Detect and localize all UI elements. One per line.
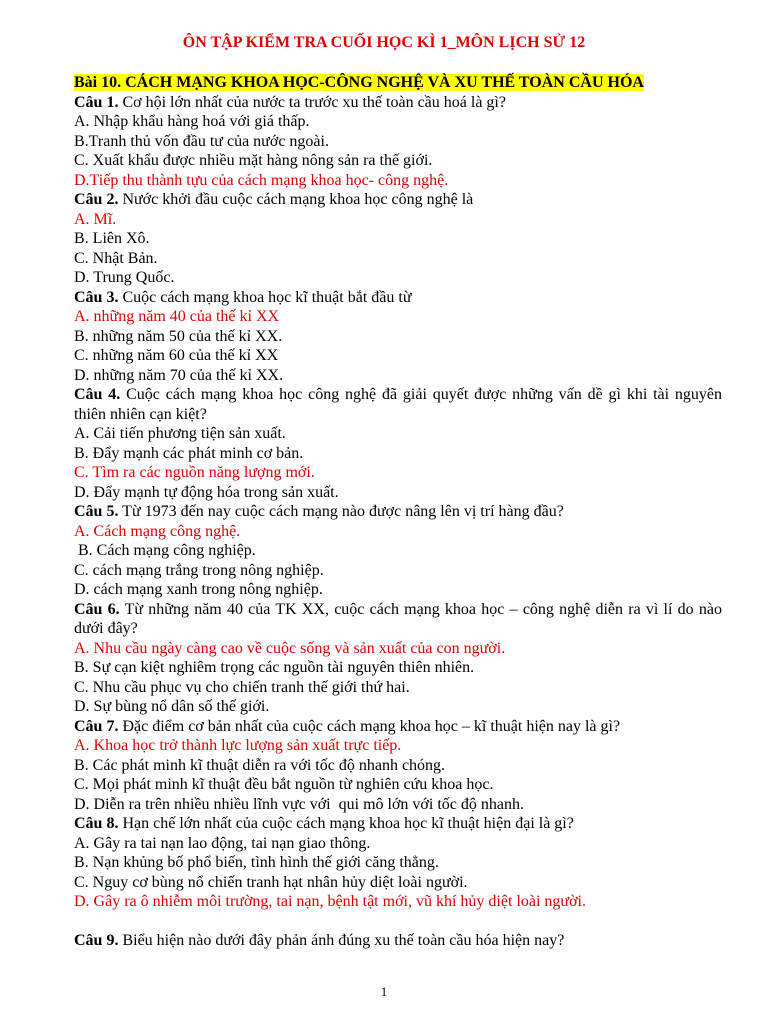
option: B. Cách mạng công nghiệp. [74, 542, 256, 559]
question-text: Biểu hiện nào dưới đây phản ánh đúng xu thế toàn cầu hóa hiện nay? [118, 932, 565, 949]
option: A. Gây ra tai nạn lao động, tai nạn giao thông. [74, 834, 371, 852]
question-label: Câu 8. [74, 815, 119, 832]
option: D. những năm 70 của thế kỉ XX. [74, 366, 284, 384]
option: B. Đẩy mạnh các phát minh cơ bản. [74, 444, 304, 462]
question-text: Nước khởi đầu cuộc cách mạng khoa học công nghệ là [118, 191, 474, 208]
option: D. cách mạng xanh trong nông nghiệp. [74, 581, 323, 598]
question-text: Đặc điểm cơ bản nhất của cuộc cách mạng khoa học – kĩ thuật hiện nay là gì? [118, 717, 621, 735]
option: C. cách mạng trắng trong nông nghiệp. [74, 561, 324, 579]
question-4 [74, 385, 722, 424]
question-9 [74, 931, 722, 951]
option-answer: C. Tìm ra các nguồn năng lượng mới. [74, 464, 315, 481]
option: A. Cải tiến phương tiện sản xuất. [74, 425, 286, 442]
option: C. Nhu cầu phục vụ cho chiến tranh thế giới thứ hai. [74, 678, 410, 696]
option: D. Đẩy mạnh tự động hóa trong sản xuất. [74, 483, 339, 501]
lesson-heading: Bài 10. CÁCH MẠNG KHOA HỌC-CÔNG NGHỆ VÀ XU THẾ TOÀN CẦU HÓA [74, 74, 644, 91]
option: C. Mọi phát minh kĩ thuật đều bắt nguồn từ nghiên cứu khoa học. [74, 776, 494, 793]
option: B. Liên Xô. [74, 230, 150, 247]
option-answer: A. Khoa học trở thành lực lượng sản xuất trực tiếp. [74, 737, 402, 754]
question-label: Câu 7. [74, 717, 119, 735]
question-label: Câu 2. [74, 191, 119, 208]
option: D. Sự bùng nổ dân số thế giới. [74, 698, 270, 715]
page-number: 1 [380, 984, 388, 999]
blank-line [74, 912, 722, 932]
option: B. những năm 50 của thế kỉ XX. [74, 327, 283, 345]
question-label: Câu 4. [74, 386, 121, 403]
option: D. Diễn ra trên nhiều nhiều lĩnh vực với qui mô lớn với tốc độ nhanh. [74, 795, 524, 813]
option-answer: D. Gây ra ô nhiễm môi trường, tai nạn, bệnh tật mới, vũ khí hủy diệt loài người. [74, 893, 586, 910]
question-text: Từ 1973 đến nay cuộc cách mạng nào được nâng lên vị trí hàng đầu? [118, 503, 564, 520]
option-answer: A. Nhu cầu ngày càng cao về cuộc sống và sản xuất của con người. [74, 639, 506, 657]
option: C. Nhật Bản. [74, 249, 158, 267]
question-8 [74, 814, 722, 834]
option: C. những năm 60 của thế kỉ XX [74, 347, 279, 364]
question-text: Từ những năm 40 của TK XX, cuộc cách mạng khoa học – công nghệ diễn ra vì lí do nào dưới đây? [74, 600, 723, 637]
option-answer: A. Cách mạng công nghệ. [74, 522, 241, 540]
question-3 [74, 288, 722, 308]
option: A. Nhập khẩu hàng hoá với giá thấp. [74, 113, 310, 130]
question-5 [74, 502, 722, 522]
question-label: Câu 5. [74, 503, 119, 520]
option: B. Nạn khủng bố phổ biến, tình hình thế giới căng thẳng. [74, 854, 439, 871]
question-2 [74, 190, 722, 210]
page-title: ÔN TẬP KIỂM TRA CUỐI HỌC KÌ 1_MÔN LỊCH SỬ 12 [182, 34, 586, 51]
question-label: Câu 3. [74, 288, 119, 306]
question-1 [74, 93, 722, 113]
option-answer: A. những năm 40 của thế kỉ XX [74, 308, 280, 325]
question-6 [74, 600, 722, 639]
option: C. Nguy cơ bùng nổ chiến tranh hạt nhân hủy diệt loài người. [74, 873, 468, 891]
question-label: Câu 6. [74, 600, 120, 618]
document-body [74, 73, 722, 951]
option: B. Các phát minh kĩ thuật diễn ra với tốc độ nhanh chóng. [74, 756, 446, 774]
question-text: Cuộc cách mạng khoa học kĩ thuật bắt đầu từ [118, 288, 412, 306]
option: B. Sự cạn kiệt nghiêm trọng các nguồn tài nguyên thiên nhiên. [74, 659, 475, 676]
option: C. Xuất khẩu được nhiều mặt hàng nông sản ra thế giới. [74, 152, 433, 169]
question-text: Cơ hội lớn nhất của nước ta trước xu thế toàn cầu hoá là gì? [118, 93, 506, 111]
question-text: Hạn chế lớn nhất của cuộc cách mạng khoa học kĩ thuật hiện đại là gì? [118, 815, 574, 832]
question-label: Câu 9. [74, 932, 119, 949]
option: D. Trung Quốc. [74, 269, 175, 286]
option-answer: A. Mĩ. [74, 210, 117, 228]
question-7 [74, 717, 722, 737]
question-text: Cuộc cách mạng khoa học công nghệ đã giải quyết được những vấn dề gì khi tài nguyên thiên nhiên cạn kiệt? [74, 386, 723, 423]
option: B.Tranh thủ vốn đầu tư của nước ngoài. [74, 132, 329, 150]
option-answer: D.Tiếp thu thành tựu của cách mạng khoa học- công nghệ. [74, 171, 449, 189]
question-label: Câu 1. [74, 93, 119, 111]
